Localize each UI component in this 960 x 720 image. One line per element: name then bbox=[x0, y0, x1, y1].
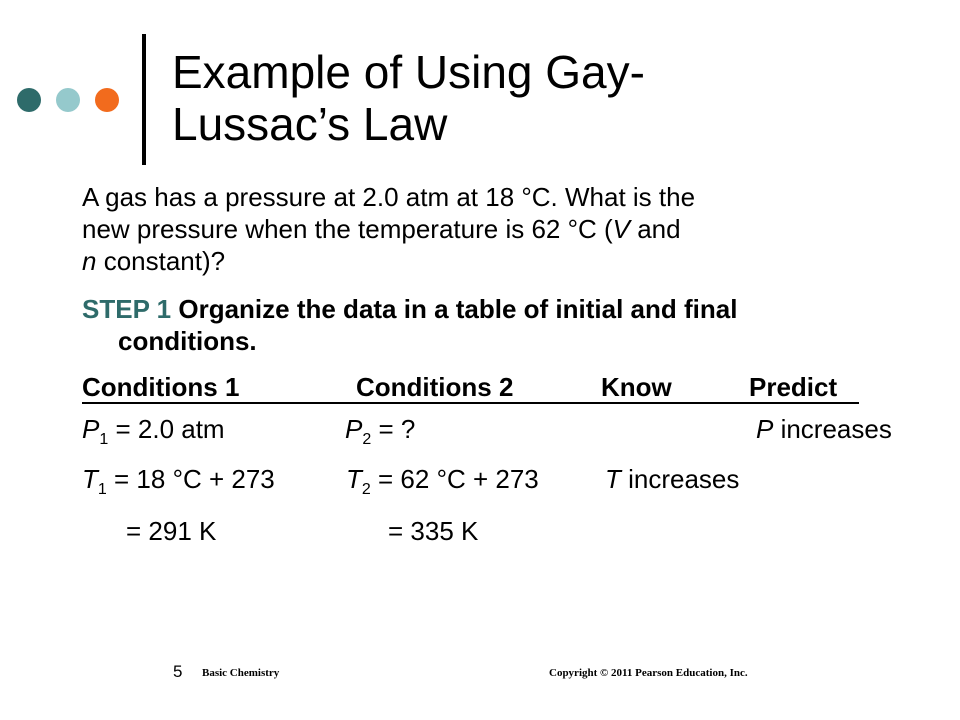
question-text-2a: new pressure when the temperature is 62 °C ( bbox=[82, 214, 613, 244]
sub-t2: 2 bbox=[361, 481, 371, 499]
t1-value: = 18 °C + 273 bbox=[106, 464, 275, 494]
var-t2: T bbox=[346, 464, 362, 494]
t2-value: = 62 °C + 273 bbox=[370, 464, 539, 494]
title-line-1: Example of Using Gay- bbox=[172, 46, 645, 98]
variable-n: n bbox=[82, 246, 97, 276]
variable-v: V bbox=[612, 214, 630, 244]
sub-1: 1 bbox=[99, 431, 109, 449]
var-t-know: T bbox=[605, 464, 621, 494]
row-p-cond2 bbox=[345, 413, 415, 456]
row-p-predict bbox=[756, 413, 892, 445]
step-line-2 bbox=[118, 325, 257, 357]
step-text-1: Organize the data in a table of initial and final bbox=[178, 294, 738, 324]
t2-kelvin: = 335 K bbox=[388, 516, 479, 546]
p2-value: = ? bbox=[371, 414, 416, 444]
table-header-row bbox=[82, 371, 859, 403]
t1-kelvin: = 291 K bbox=[126, 516, 217, 546]
row-t-cond1 bbox=[82, 463, 275, 506]
p1-value: = 2.0 atm bbox=[108, 414, 225, 444]
var-p1: P bbox=[82, 414, 100, 444]
footer-copyright: Copyright © 2011 Pearson Education, Inc. bbox=[549, 667, 748, 679]
sub-t1: 1 bbox=[97, 481, 107, 499]
step-label: STEP 1 bbox=[82, 294, 172, 324]
p-predict-text: increases bbox=[773, 414, 892, 444]
question-line-1 bbox=[82, 181, 695, 213]
row-t-cond2 bbox=[346, 463, 539, 506]
step-text-2: conditions. bbox=[118, 326, 257, 356]
question-line-2 bbox=[82, 213, 681, 245]
step-line-1 bbox=[82, 293, 737, 325]
title-line-2: Lussac’s Law bbox=[172, 98, 448, 150]
var-t1: T bbox=[82, 464, 98, 494]
t-know-text: increases bbox=[620, 464, 740, 494]
decor-dot-light bbox=[56, 88, 80, 112]
row-k-cond1 bbox=[126, 515, 216, 547]
decor-dot-dark bbox=[17, 88, 41, 112]
question-text-2b: and bbox=[630, 214, 681, 244]
row-p-cond1 bbox=[82, 413, 225, 456]
slide-title bbox=[172, 46, 812, 150]
page-number: 5 bbox=[173, 662, 183, 681]
header-conditions-2: Conditions 2 bbox=[356, 372, 514, 402]
row-t-know bbox=[605, 463, 739, 495]
decor-dot-orange bbox=[95, 88, 119, 112]
question-text-1: A gas has a pressure at 2.0 atm at 18 °C. What is the bbox=[82, 182, 696, 212]
title-divider bbox=[142, 34, 146, 165]
var-p-predict: P bbox=[756, 414, 774, 444]
header-underline bbox=[82, 402, 859, 404]
sub-2: 2 bbox=[362, 431, 372, 449]
question-line-3 bbox=[82, 245, 225, 277]
header-know: Know bbox=[601, 372, 672, 402]
header-conditions-1: Conditions 1 bbox=[82, 372, 240, 402]
question-text-3: constant)? bbox=[96, 246, 226, 276]
row-k-cond2 bbox=[388, 515, 478, 547]
header-predict: Predict bbox=[749, 372, 838, 402]
footer-left: Basic Chemistry bbox=[202, 667, 280, 679]
var-p2: P bbox=[345, 414, 363, 444]
